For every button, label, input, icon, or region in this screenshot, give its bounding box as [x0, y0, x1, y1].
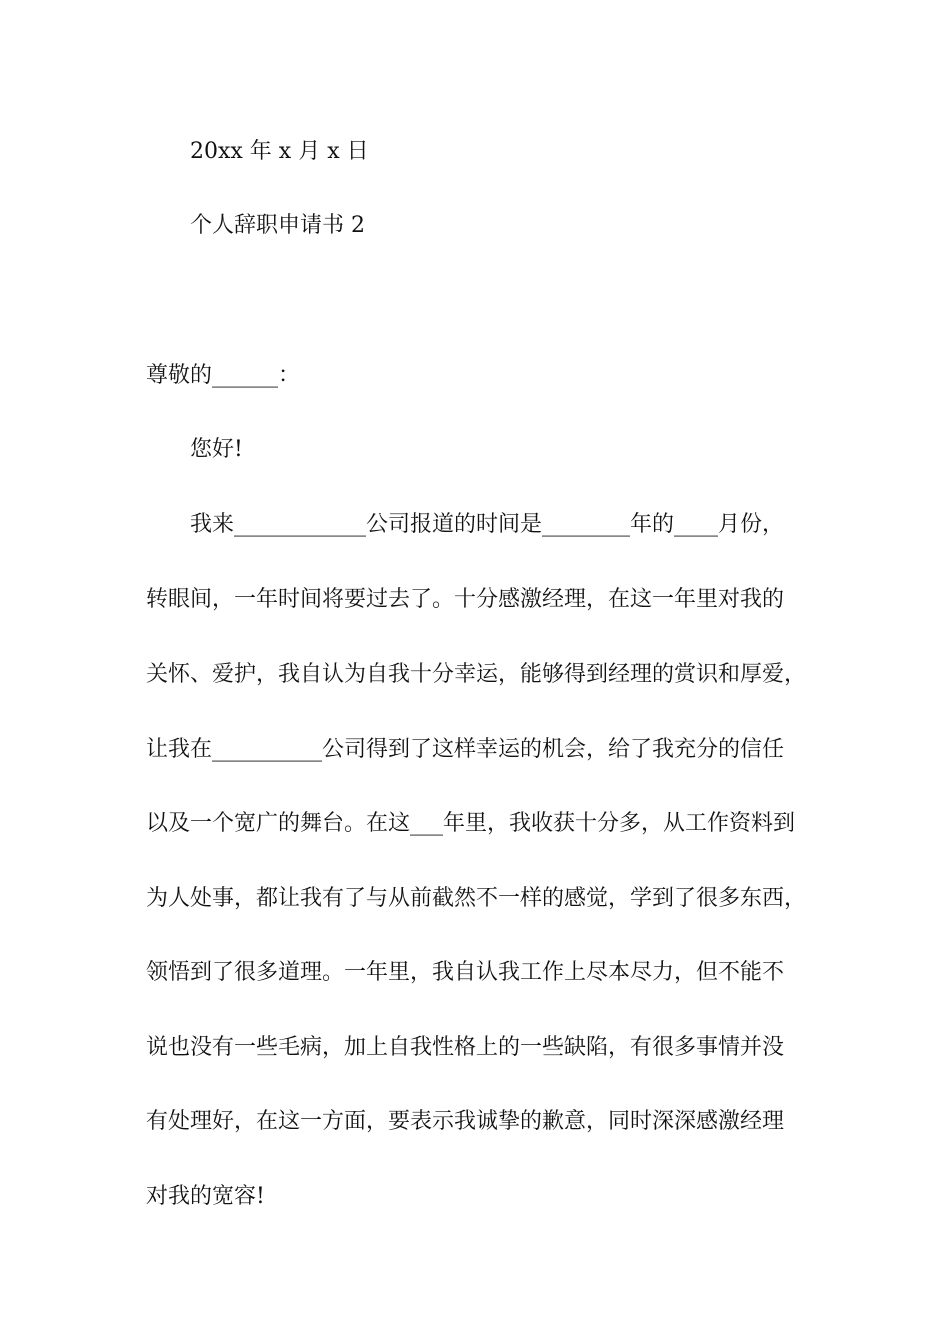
body-line: 说也没有一些毛病，加上自我性格上的一些缺陷，有很多事情并没 [146, 1035, 785, 1060]
body-line: 关怀、爱护，我自认为自我十分幸运，能够得到经理的赏识和厚爱， [146, 662, 807, 687]
date-line: 20xx 年 x 月 x 日 [190, 139, 369, 164]
body-line: 有处理好，在这一方面，要表示我诚挚的歉意，同时深深感激经理 [146, 1109, 785, 1134]
body-line: 以及一个宽广的舞台。在这___年里，我收获十分多，从工作资料到 [146, 811, 796, 836]
body-line: 转眼间，一年时间将要过去了。十分感激经理，在这一年里对我的 [146, 587, 785, 612]
greeting: 您好! [190, 437, 243, 462]
body-line: 为人处事，都让我有了与从前截然不一样的感觉，学到了很多东西， [146, 886, 807, 911]
salutation: 尊敬的______： [146, 363, 301, 388]
document-title: 个人辞职申请书 2 [190, 213, 365, 238]
body-line: 我来____________公司报道的时间是________年的____月份， [190, 512, 785, 537]
body-line: 领悟到了很多道理。一年里，我自认我工作上尽本尽力，但不能不 [146, 960, 785, 985]
body-line: 让我在__________公司得到了这样幸运的机会，给了我充分的信任 [146, 737, 785, 762]
body-line: 对我的宽容! [146, 1184, 265, 1209]
